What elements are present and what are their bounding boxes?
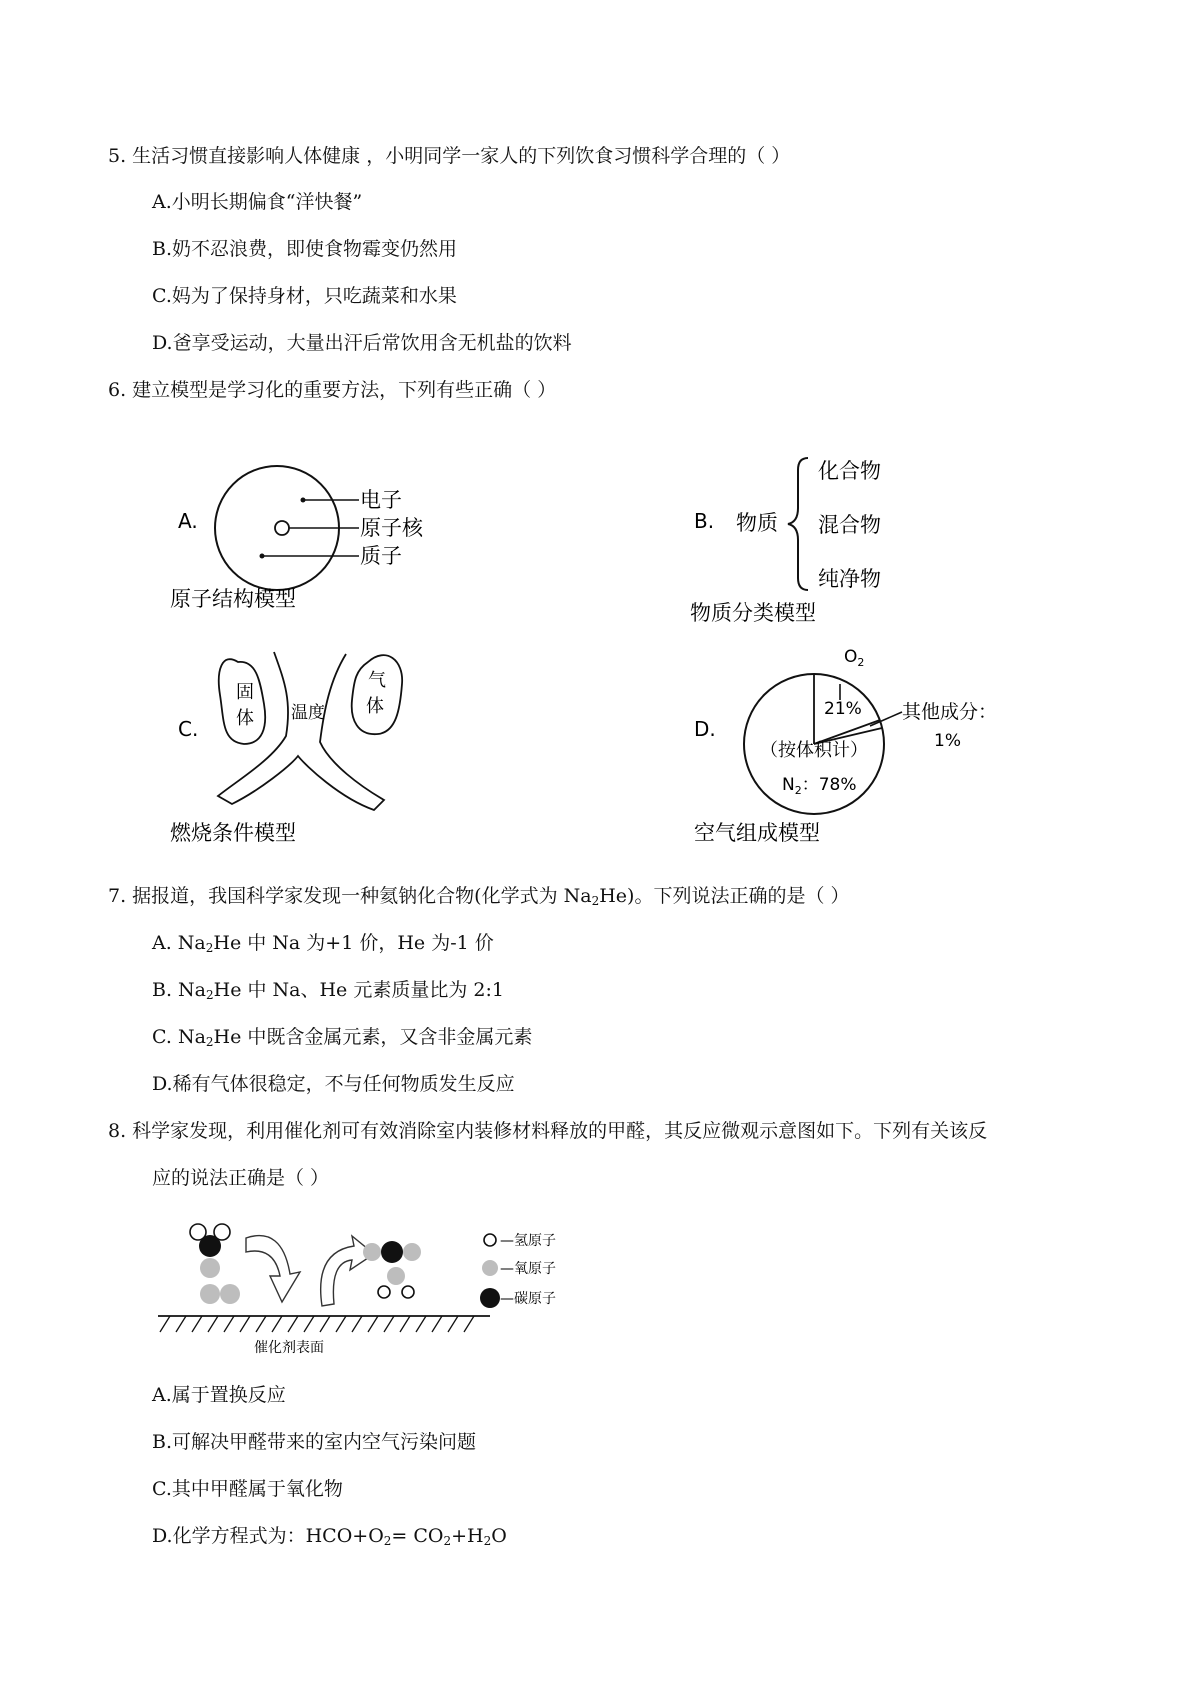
hatch-line xyxy=(272,1316,282,1332)
gas-char-2: 体 xyxy=(366,696,384,717)
panel-c-caption: 燃烧条件模型 xyxy=(170,821,296,845)
hatch-line xyxy=(320,1316,330,1332)
other-percent: 1% xyxy=(934,731,961,751)
gas-char-1: 气 xyxy=(368,670,386,691)
catalyst-surface-label: 催化剂表面 xyxy=(254,1340,324,1356)
oxygen-atom xyxy=(220,1284,240,1304)
hatch-line xyxy=(224,1316,234,1332)
pure-substance-label: 纯净物 xyxy=(818,567,881,591)
legend-oxygen-icon xyxy=(482,1260,498,1276)
mixture-label: 混合物 xyxy=(818,513,881,537)
other-components-label: 其他成分： xyxy=(902,701,998,723)
proton-label: 质子 xyxy=(360,544,402,568)
q5-option-d[interactable]: D.爸享受运动，大量出汗后常饮用含无机盐的饮料 xyxy=(152,332,572,354)
legend-carbon-icon xyxy=(480,1288,500,1308)
hatch-line xyxy=(384,1316,394,1332)
panel-b-letter: B. xyxy=(694,509,715,533)
hatch-line xyxy=(448,1316,458,1332)
hatch-line xyxy=(240,1316,250,1332)
o2-percent: 21% xyxy=(824,699,862,719)
legend-hydrogen-label: —氢原子 xyxy=(500,1233,556,1249)
panel-d-letter: D. xyxy=(694,717,716,741)
q7-option-d[interactable]: D.稀有气体很稳定，不与任何物质发生反应 xyxy=(152,1073,515,1095)
solid-char-2: 体 xyxy=(236,708,254,729)
hatch-line xyxy=(192,1316,202,1332)
question-8-stem-line-1: 8. 科学家发现，利用催化剂可有效消除室内装修材料释放的甲醛，其反应微观示意图如下。下列有关该反 xyxy=(108,1120,988,1142)
compound-label: 化合物 xyxy=(818,459,881,483)
oxygen-atom xyxy=(200,1284,220,1304)
temperature-shape xyxy=(218,652,384,810)
o2-label: $O_2$ xyxy=(844,647,865,669)
formaldehyde-reaction-diagram[interactable] xyxy=(150,1210,620,1370)
hatch-line xyxy=(256,1316,266,1332)
q8-option-a[interactable]: A.属于置换反应 xyxy=(152,1384,286,1406)
air-composition-model[interactable] xyxy=(690,640,1020,855)
hatch-line xyxy=(160,1316,170,1332)
hydrogen-atom xyxy=(378,1286,390,1298)
q7-option-c[interactable]: C. $Na_2He$ 中既含金属元素，又含非金属元素 xyxy=(152,1026,533,1049)
substance-classification-model[interactable] xyxy=(690,450,950,625)
solid-char-1: 固 xyxy=(236,682,254,703)
oxygen-atom xyxy=(387,1267,405,1285)
hatch-line xyxy=(208,1316,218,1332)
hatch-line xyxy=(176,1316,186,1332)
question-8-stem-line-2: 应的说法正确是（ ） xyxy=(152,1167,330,1189)
nucleus-circle xyxy=(275,521,289,535)
hatch-line xyxy=(400,1316,410,1332)
electron-label: 电子 xyxy=(360,488,402,512)
oxygen-atom xyxy=(363,1243,381,1261)
hatch-line xyxy=(464,1316,474,1332)
panel-c-letter: C. xyxy=(178,717,199,741)
q5-option-b[interactable]: B.奶不忍浪费，即使食物霉变仍然用 xyxy=(152,238,458,260)
q8-option-b[interactable]: B.可解决甲醛带来的室内空气污染问题 xyxy=(152,1431,477,1453)
surface-hatching xyxy=(160,1316,474,1332)
carbon-atom xyxy=(199,1235,221,1257)
hatch-line xyxy=(416,1316,426,1332)
gas-blob xyxy=(352,655,402,734)
q8-option-c[interactable]: C.其中甲醛属于氧化物 xyxy=(152,1478,343,1500)
q7-option-b[interactable]: B. $Na_2He$ 中 Na、He 元素质量比为 2:1 xyxy=(152,979,504,1002)
q5-option-a[interactable]: A.小明长期偏食“洋快餐” xyxy=(152,191,363,213)
panel-b-caption: 物质分类模型 xyxy=(690,601,816,625)
question-7-stem: 7. 据报道，我国科学家发现一种氦钠化合物(化学式为 $Na_2He$)。下列说法正确的是（ ） xyxy=(108,885,850,908)
panel-d-caption: 空气组成模型 xyxy=(694,821,820,845)
panel-a-letter: A. xyxy=(178,509,198,533)
hatch-line xyxy=(368,1316,378,1332)
hydrogen-atom xyxy=(402,1286,414,1298)
q7-option-a[interactable]: A. $Na_2He$ 中 Na 为+1 价，He 为-1 价 xyxy=(152,932,494,955)
classification-brace xyxy=(788,458,808,590)
oxygen-atom xyxy=(200,1258,220,1278)
hatch-line xyxy=(336,1316,346,1332)
hatch-line xyxy=(288,1316,298,1332)
legend-oxygen-label: —氧原子 xyxy=(500,1261,556,1277)
hatch-line xyxy=(304,1316,314,1332)
hatch-line xyxy=(352,1316,362,1332)
panel-a-caption: 原子结构模型 xyxy=(170,587,296,611)
by-volume-note: （按体积计） xyxy=(760,740,868,761)
legend-carbon-label: —碳原子 xyxy=(500,1291,556,1307)
q5-option-c[interactable]: C.妈为了保持身材，只吃蔬菜和水果 xyxy=(152,285,457,307)
substance-root-label: 物质 xyxy=(736,511,778,535)
question-5-stem: 5. 生活习惯直接影响人体健康 ，小明同学一家人的下列饮食习惯科学合理的（ ） xyxy=(108,145,791,167)
arrow-down-icon xyxy=(246,1236,300,1302)
atom-structure-model[interactable] xyxy=(160,450,460,620)
question-6-stem: 6. 建立模型是学习化的重要方法，下列有些正确（ ） xyxy=(108,379,557,401)
hatch-line xyxy=(432,1316,442,1332)
n2-label: $N_2$：78% xyxy=(782,775,857,797)
carbon-atom xyxy=(381,1241,403,1263)
legend-hydrogen-icon xyxy=(484,1234,496,1246)
combustion-conditions-model[interactable] xyxy=(160,640,450,850)
q8-option-d[interactable]: D.化学方程式为：$HCO+O_2= CO_2+H_2O$ xyxy=(152,1525,507,1548)
nucleus-label: 原子核 xyxy=(360,516,423,540)
oxygen-atom xyxy=(403,1243,421,1261)
temperature-label: 温度 xyxy=(291,703,325,723)
